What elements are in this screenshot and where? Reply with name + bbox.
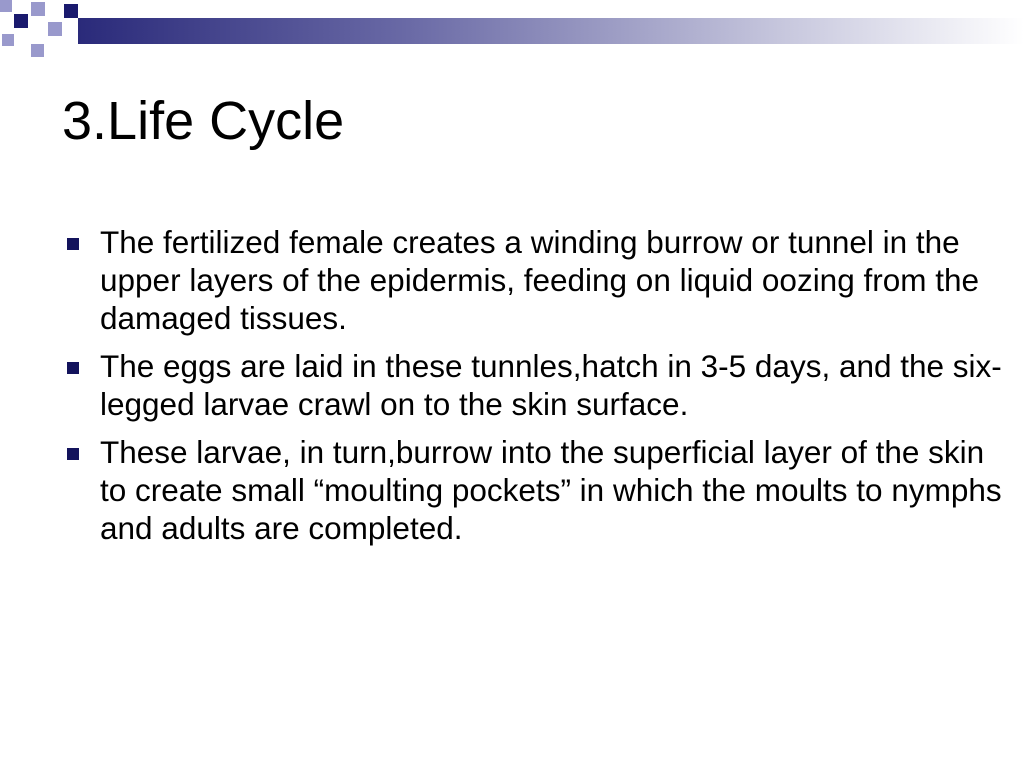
corner-square-light	[31, 44, 44, 57]
header-gradient-bar	[78, 18, 1024, 44]
square-bullet-icon	[67, 362, 79, 374]
corner-square-light	[31, 2, 45, 16]
corner-square-dark	[14, 14, 28, 28]
square-bullet-icon	[67, 448, 79, 460]
bullet-text: The fertilized female creates a winding burrow or tunnel in the upper layers of the epidermis, feeding on liquid oozing from the damaged tissues.	[100, 224, 980, 336]
bullet-text: These larvae, in turn,burrow into the superficial layer of the skin to create small “moulting pockets” in which the moults to nymphs and adults are completed.	[100, 434, 1002, 546]
bullet-item	[64, 347, 1004, 423]
corner-square-light	[48, 22, 62, 36]
bullet-item	[64, 433, 1004, 547]
corner-square-light	[2, 34, 14, 46]
corner-square-light	[0, 0, 12, 12]
decorative-header-banner	[0, 0, 1024, 64]
corner-square-dark	[64, 4, 78, 18]
bullet-list	[64, 223, 1004, 557]
square-bullet-icon	[67, 238, 79, 250]
bullet-item	[64, 223, 1004, 337]
bullet-text: The eggs are laid in these tunnles,hatch in 3-5 days, and the six-legged larvae crawl on to the skin surface.	[100, 348, 1002, 422]
slide-title: 3.Life Cycle	[62, 91, 345, 151]
